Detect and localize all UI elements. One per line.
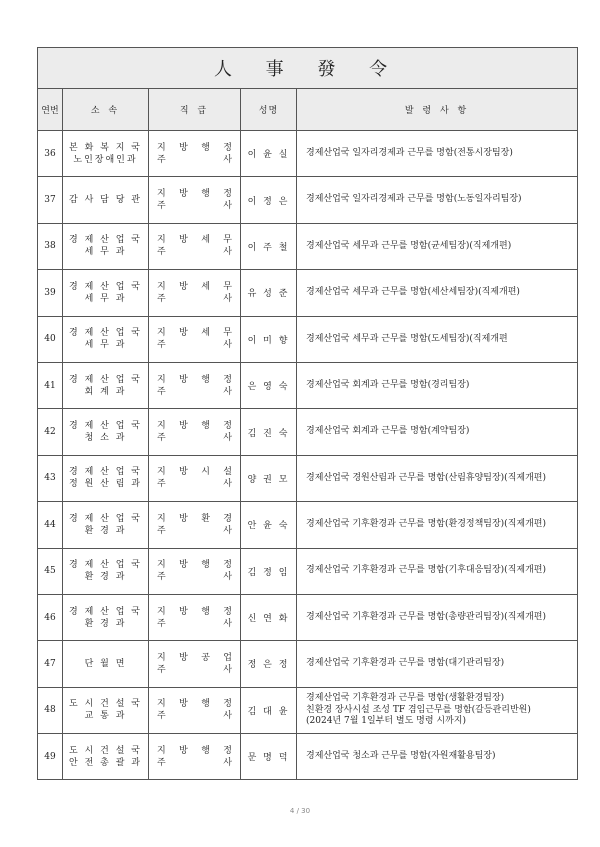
rank-char: 무 xyxy=(223,235,232,246)
rank-line xyxy=(155,559,234,571)
rank-char: 주 xyxy=(157,572,166,583)
rank-char: 지 xyxy=(157,281,166,292)
rank-char: 지 xyxy=(157,560,166,571)
rank-char: 방 xyxy=(179,189,188,200)
rank-char: 사 xyxy=(223,525,232,536)
rank-line xyxy=(155,246,234,258)
rank-char: 사 xyxy=(223,479,232,490)
rank-char: 방 xyxy=(179,652,188,663)
cell-name: 양 권 모 xyxy=(241,455,297,501)
rank-char: 정 xyxy=(223,560,232,571)
note-line: 경제산업국 기후환경과 근무를 명함(환경정책팀장)(직제개편) xyxy=(306,519,546,530)
header-name: 성명 xyxy=(241,89,297,131)
note-line: 경제산업국 회계과 근무를 명함(계약팀장) xyxy=(306,426,470,437)
dept-line: 경 제 산 업 국 xyxy=(69,328,142,339)
table-row xyxy=(38,131,578,177)
rank-line xyxy=(155,710,234,722)
dept-line: 경 제 산 업 국 xyxy=(69,374,142,385)
rank-char: 설 xyxy=(223,467,232,478)
note-line: 경제산업국 세무과 근무를 명함(세산세팀장)(직제개편) xyxy=(306,287,520,298)
rank-char: 정 xyxy=(223,745,232,756)
rank-char: 행 xyxy=(201,699,210,710)
rank-line xyxy=(155,293,234,305)
header-rank: 직 급 xyxy=(149,89,241,131)
header-no: 연번 xyxy=(38,89,63,131)
note-line: 경제산업국 경원산림과 근무를 명함(산림휴양팀장)(직제개편) xyxy=(306,472,546,483)
rank-line xyxy=(155,420,234,432)
cell-name: 김 대 윤 xyxy=(241,687,297,733)
cell-rank xyxy=(149,316,241,362)
cell-dept xyxy=(63,548,149,594)
rank-char: 주 xyxy=(157,154,166,165)
cell-note xyxy=(297,362,578,408)
rank-char: 방 xyxy=(179,328,188,339)
rank-char: 사 xyxy=(223,247,232,258)
cell-rank xyxy=(149,594,241,640)
rank-char: 행 xyxy=(201,189,210,200)
rank-char: 경 xyxy=(223,513,232,524)
cell-note xyxy=(297,734,578,780)
rank-char: 지 xyxy=(157,606,166,617)
note-line: (2024년 7월 1일부터 별도 명령 시까지) xyxy=(306,716,467,727)
cell-dept xyxy=(63,409,149,455)
rank-line xyxy=(155,339,234,351)
dept-line: 단 월 면 xyxy=(84,658,127,669)
cell-name: 이 윤 실 xyxy=(241,131,297,177)
cell-name: 정 은 정 xyxy=(241,641,297,687)
rank-line xyxy=(155,618,234,630)
personnel-table xyxy=(37,47,578,780)
cell-no: 47 xyxy=(38,641,63,687)
rank-line xyxy=(155,386,234,398)
dept-line: 도 시 건 설 국 xyxy=(69,745,142,756)
rank-char: 방 xyxy=(179,699,188,710)
rank-char: 주 xyxy=(157,433,166,444)
dept-line: 경 제 산 업 국 xyxy=(69,513,142,524)
table-row xyxy=(38,641,578,687)
page-number: 4 / 30 xyxy=(289,807,311,815)
rank-line xyxy=(155,606,234,618)
rank-char: 사 xyxy=(223,618,232,629)
rank-line xyxy=(155,327,234,339)
rank-char: 정 xyxy=(223,374,232,385)
cell-rank xyxy=(149,270,241,316)
dept-line: 청 소 과 xyxy=(84,433,127,444)
rank-char: 주 xyxy=(157,757,166,768)
cell-note xyxy=(297,270,578,316)
dept-line: 정 원 산 림 과 xyxy=(69,479,142,490)
rank-line xyxy=(155,154,234,166)
note-line: 경제산업국 청소과 근무를 명함(자원재활용팀장) xyxy=(306,751,496,762)
rank-char: 정 xyxy=(223,421,232,432)
dept-line: 환 경 과 xyxy=(84,525,127,536)
rank-line xyxy=(155,188,234,200)
rank-char: 주 xyxy=(157,618,166,629)
cell-dept xyxy=(63,223,149,269)
cell-no: 41 xyxy=(38,362,63,408)
cell-rank xyxy=(149,223,241,269)
dept-line: 경 제 산 업 국 xyxy=(69,606,142,617)
rank-line xyxy=(155,571,234,583)
rank-line xyxy=(155,432,234,444)
cell-dept xyxy=(63,316,149,362)
cell-rank xyxy=(149,687,241,733)
cell-name: 이 정 은 xyxy=(241,177,297,223)
cell-dept xyxy=(63,177,149,223)
note-line: 경제산업국 세무과 근무를 명함(도세팀장)(직제개편 xyxy=(306,333,508,344)
cell-rank xyxy=(149,409,241,455)
cell-rank xyxy=(149,502,241,548)
note-line: 경제산업국 기후환경과 근무를 명함(생활환경팀장) xyxy=(306,693,505,704)
rank-char: 행 xyxy=(201,374,210,385)
dept-line: 환 경 과 xyxy=(84,572,127,583)
rank-char: 주 xyxy=(157,247,166,258)
header-dept: 소 속 xyxy=(63,89,149,131)
rank-line xyxy=(155,466,234,478)
dept-line: 경 제 산 업 국 xyxy=(69,421,142,432)
rank-char: 방 xyxy=(179,142,188,153)
cell-no: 42 xyxy=(38,409,63,455)
rank-char: 주 xyxy=(157,664,166,675)
rank-char: 지 xyxy=(157,189,166,200)
cell-note xyxy=(297,502,578,548)
rank-char: 지 xyxy=(157,142,166,153)
rank-char: 공 xyxy=(201,652,210,663)
cell-dept xyxy=(63,455,149,501)
rank-char: 방 xyxy=(179,374,188,385)
cell-name: 은 영 숙 xyxy=(241,362,297,408)
personnel-order-document xyxy=(37,47,577,780)
rank-char: 사 xyxy=(223,572,232,583)
rank-char: 정 xyxy=(223,142,232,153)
rank-char: 지 xyxy=(157,699,166,710)
note-line: 경제산업국 회계과 근무를 명함(경리팀장) xyxy=(306,379,470,390)
cell-no: 46 xyxy=(38,594,63,640)
cell-dept xyxy=(63,641,149,687)
rank-char: 주 xyxy=(157,711,166,722)
rank-line xyxy=(155,374,234,386)
rank-char: 사 xyxy=(223,711,232,722)
rank-char: 행 xyxy=(201,606,210,617)
rank-char: 사 xyxy=(223,386,232,397)
cell-no: 39 xyxy=(38,270,63,316)
table-row xyxy=(38,594,578,640)
rank-char: 방 xyxy=(179,281,188,292)
dept-line: 교 통 과 xyxy=(84,711,127,722)
table-row xyxy=(38,177,578,223)
dept-line: 회 계 과 xyxy=(84,386,127,397)
cell-note xyxy=(297,641,578,687)
dept-line: 경 제 산 업 국 xyxy=(69,281,142,292)
cell-rank xyxy=(149,131,241,177)
cell-dept xyxy=(63,594,149,640)
cell-note xyxy=(297,131,578,177)
rank-char: 환 xyxy=(201,513,210,524)
note-line: 경제산업국 기후환경과 근무를 명함(기후대응팀장)(직제개편) xyxy=(306,565,546,576)
cell-no: 45 xyxy=(38,548,63,594)
rank-char: 행 xyxy=(201,142,210,153)
rank-line xyxy=(155,525,234,537)
cell-rank xyxy=(149,455,241,501)
dept-line: 안 전 총 괄 과 xyxy=(69,757,142,768)
cell-note xyxy=(297,687,578,733)
rank-char: 지 xyxy=(157,467,166,478)
cell-no: 49 xyxy=(38,734,63,780)
rank-line xyxy=(155,664,234,676)
rank-line xyxy=(155,745,234,757)
rank-char: 정 xyxy=(223,189,232,200)
rank-char: 지 xyxy=(157,235,166,246)
table-row xyxy=(38,548,578,594)
rank-char: 방 xyxy=(179,235,188,246)
cell-dept xyxy=(63,734,149,780)
rank-char: 무 xyxy=(223,328,232,339)
rank-line xyxy=(155,513,234,525)
rank-char: 세 xyxy=(201,235,210,246)
note-line: 경제산업국 일자리경제과 근무를 명함(전통시장팀장) xyxy=(306,147,513,158)
rank-char: 방 xyxy=(179,606,188,617)
note-line: 경제산업국 기후환경과 근무를 명함(대기관리팀장) xyxy=(306,658,505,669)
cell-no: 48 xyxy=(38,687,63,733)
rank-char: 지 xyxy=(157,421,166,432)
cell-dept xyxy=(63,270,149,316)
rank-char: 지 xyxy=(157,745,166,756)
rank-char: 주 xyxy=(157,340,166,351)
cell-no: 44 xyxy=(38,502,63,548)
cell-rank xyxy=(149,362,241,408)
table-row xyxy=(38,687,578,733)
cell-name: 안 윤 숙 xyxy=(241,502,297,548)
dept-line: 세 무 과 xyxy=(84,340,127,351)
cell-no: 40 xyxy=(38,316,63,362)
rank-char: 방 xyxy=(179,513,188,524)
cell-note xyxy=(297,548,578,594)
cell-note xyxy=(297,594,578,640)
rank-char: 지 xyxy=(157,513,166,524)
rank-line xyxy=(155,281,234,293)
table-row xyxy=(38,455,578,501)
cell-no: 43 xyxy=(38,455,63,501)
table-row xyxy=(38,223,578,269)
cell-no: 37 xyxy=(38,177,63,223)
note-line: 친환경 장사시설 조성 TF 겸임근무를 명함(갈등관리반원) xyxy=(306,704,531,715)
rank-line xyxy=(155,200,234,212)
table-row xyxy=(38,409,578,455)
cell-note xyxy=(297,316,578,362)
rank-char: 정 xyxy=(223,699,232,710)
dept-line: 경 제 산 업 국 xyxy=(69,467,142,478)
rank-line xyxy=(155,142,234,154)
note-line: 경제산업국 일자리경제과 근무를 명함(노동일자리팀장) xyxy=(306,194,522,205)
rank-char: 주 xyxy=(157,201,166,212)
cell-name: 신 연 화 xyxy=(241,594,297,640)
rank-char: 사 xyxy=(223,293,232,304)
rank-char: 방 xyxy=(179,421,188,432)
rank-char: 지 xyxy=(157,374,166,385)
cell-no: 38 xyxy=(38,223,63,269)
rank-char: 정 xyxy=(223,606,232,617)
rank-char: 사 xyxy=(223,433,232,444)
rank-char: 행 xyxy=(201,745,210,756)
cell-note xyxy=(297,455,578,501)
dept-line: 본 화 복 지 국 xyxy=(69,142,142,153)
rank-char: 지 xyxy=(157,652,166,663)
table-row xyxy=(38,734,578,780)
header-note: 발 령 사 항 xyxy=(297,89,578,131)
dept-line: 세 무 과 xyxy=(84,247,127,258)
rank-char: 사 xyxy=(223,154,232,165)
table-row xyxy=(38,316,578,362)
cell-name: 유 성 준 xyxy=(241,270,297,316)
document-title: 人 事 發 令 xyxy=(38,48,578,89)
cell-dept xyxy=(63,362,149,408)
rank-char: 세 xyxy=(201,281,210,292)
dept-line: 세 무 과 xyxy=(84,293,127,304)
rank-char: 지 xyxy=(157,328,166,339)
cell-name: 이 주 철 xyxy=(241,223,297,269)
rank-char: 업 xyxy=(223,652,232,663)
rank-char: 주 xyxy=(157,386,166,397)
rank-char: 주 xyxy=(157,479,166,490)
cell-name: 문 명 덕 xyxy=(241,734,297,780)
rank-char: 방 xyxy=(179,467,188,478)
rank-line xyxy=(155,757,234,769)
rank-char: 방 xyxy=(179,745,188,756)
rank-line xyxy=(155,234,234,246)
rank-char: 사 xyxy=(223,340,232,351)
cell-dept xyxy=(63,131,149,177)
dept-line: 경 제 산 업 국 xyxy=(69,235,142,246)
cell-dept xyxy=(63,687,149,733)
rank-line xyxy=(155,652,234,664)
note-line: 경제산업국 세무과 근무를 명함(균세팀장)(직제개편) xyxy=(306,240,512,251)
dept-line: 환 경 과 xyxy=(84,618,127,629)
dept-line: 노인장애인과 xyxy=(73,154,138,165)
cell-dept xyxy=(63,502,149,548)
cell-note xyxy=(297,409,578,455)
table-row xyxy=(38,270,578,316)
rank-char: 사 xyxy=(223,664,232,675)
cell-note xyxy=(297,223,578,269)
table-row xyxy=(38,362,578,408)
note-line: 경제산업국 기후환경과 근무를 명함(총량관리팀장)(직제개편) xyxy=(306,611,546,622)
rank-char: 사 xyxy=(223,757,232,768)
rank-char: 주 xyxy=(157,293,166,304)
rank-line xyxy=(155,698,234,710)
cell-rank xyxy=(149,548,241,594)
rank-char: 시 xyxy=(201,467,210,478)
rank-line xyxy=(155,478,234,490)
cell-name: 김 진 숙 xyxy=(241,409,297,455)
cell-rank xyxy=(149,641,241,687)
rank-char: 무 xyxy=(223,281,232,292)
cell-rank xyxy=(149,177,241,223)
rank-char: 행 xyxy=(201,421,210,432)
cell-name: 이 미 향 xyxy=(241,316,297,362)
table-row xyxy=(38,502,578,548)
rank-char: 사 xyxy=(223,201,232,212)
dept-line: 감 사 담 당 관 xyxy=(69,195,142,206)
cell-no: 36 xyxy=(38,131,63,177)
rank-char: 방 xyxy=(179,560,188,571)
dept-line: 도 시 건 설 국 xyxy=(69,699,142,710)
dept-line: 경 제 산 업 국 xyxy=(69,560,142,571)
rank-char: 행 xyxy=(201,560,210,571)
cell-name: 김 정 임 xyxy=(241,548,297,594)
rank-char: 세 xyxy=(201,328,210,339)
cell-note xyxy=(297,177,578,223)
rank-char: 주 xyxy=(157,525,166,536)
cell-rank xyxy=(149,734,241,780)
